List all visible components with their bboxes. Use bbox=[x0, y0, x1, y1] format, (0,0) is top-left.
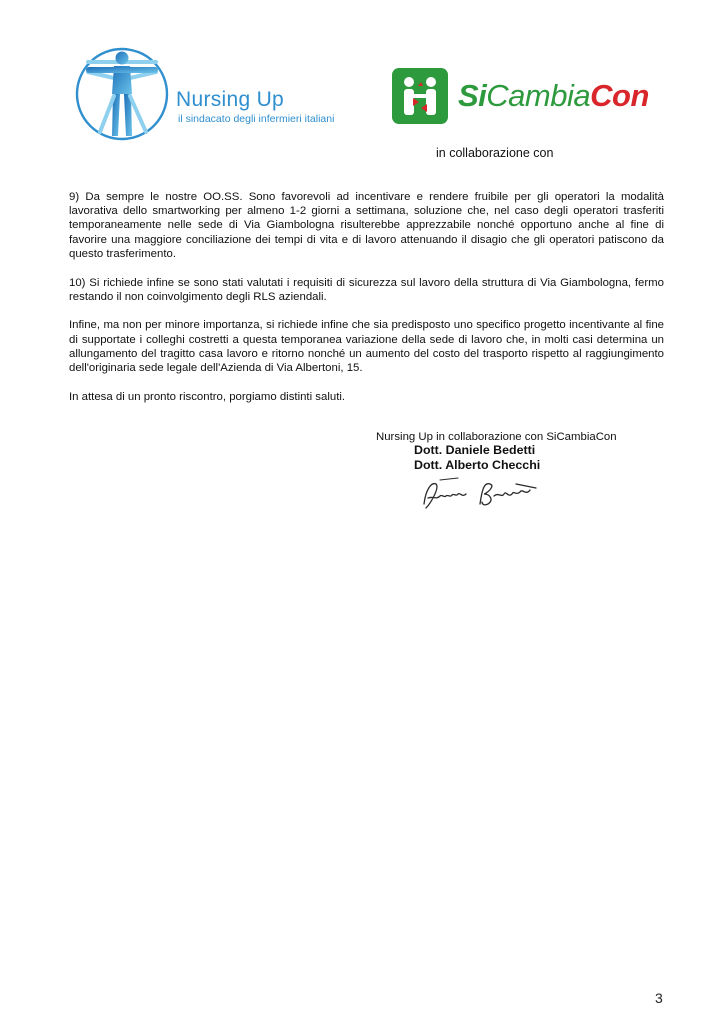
signature-intro: Nursing Up in collaborazione con SiCambiaCon bbox=[376, 431, 617, 443]
signature-block bbox=[376, 431, 676, 473]
paragraph-9: 9) Da sempre le nostre OO.SS. Sono favorevoli ad incentivare e rendere fruibile per gli operatori la modalità lavorativa dello smartworking per almeno 1-2 giorni a settimana, soluzione che, nel caso degli operatori trasferiti temporaneamente nelle sede di Via Giambologna risulterebbe apprezzabile nonché opportuno anche al fine di favorire una maggiore conciliazione dei tempi di vita e di lavoro attenuando il disagio che gli operatori patiscono da questo trasferimento. bbox=[69, 191, 664, 260]
handwritten-signature-icon bbox=[418, 474, 548, 514]
sicambiacon-logo bbox=[392, 68, 682, 124]
paragraph-incentive: Infine, ma non per minore importanza, si richiede infine che sia predisposto uno specifico progetto incentivante al fine di supportate i colleghi costretti a questa temporanea variazione della sede di lavoro che, in molti casi determina un allungamento del tragitto casa lavoro e ritorno nonché un aumento del costo del trasporto rispetto al raggiungimento dell'originaria sede legale dell'Azienda di Via Albertoni, 15. bbox=[69, 319, 664, 375]
sicambiacon-con: Con bbox=[590, 78, 649, 113]
sicambiacon-wordmark bbox=[458, 78, 649, 114]
sicambiacon-people-icon bbox=[392, 68, 448, 124]
sicambiacon-si: Si bbox=[458, 78, 487, 113]
paragraph-closing: In attesa di un pronto riscontro, porgiamo distinti saluti. bbox=[69, 390, 346, 403]
nursing-up-logo bbox=[74, 44, 364, 144]
vitruvian-man-icon bbox=[74, 44, 174, 144]
page-number: 3 bbox=[655, 990, 663, 1006]
letter-body bbox=[69, 190, 664, 418]
nursing-up-tagline: il sindacato degli infermieri italiani bbox=[178, 113, 335, 125]
signatory-1: Dott. Daniele Bedetti bbox=[414, 443, 536, 457]
paragraph-10: 10) Si richiede infine se sono stati valutati i requisiti di sicurezza sul lavoro della struttura di Via Giambologna, fermo restando il non coinvolgimento degli RLS aziendali. bbox=[69, 276, 664, 303]
sicambiacon-cambia: Cambia bbox=[486, 78, 591, 113]
collaboration-caption: in collaborazione con bbox=[436, 146, 554, 160]
signatory-2: Dott. Alberto Checchi bbox=[414, 458, 541, 472]
nursing-up-name: Nursing Up bbox=[176, 88, 285, 111]
